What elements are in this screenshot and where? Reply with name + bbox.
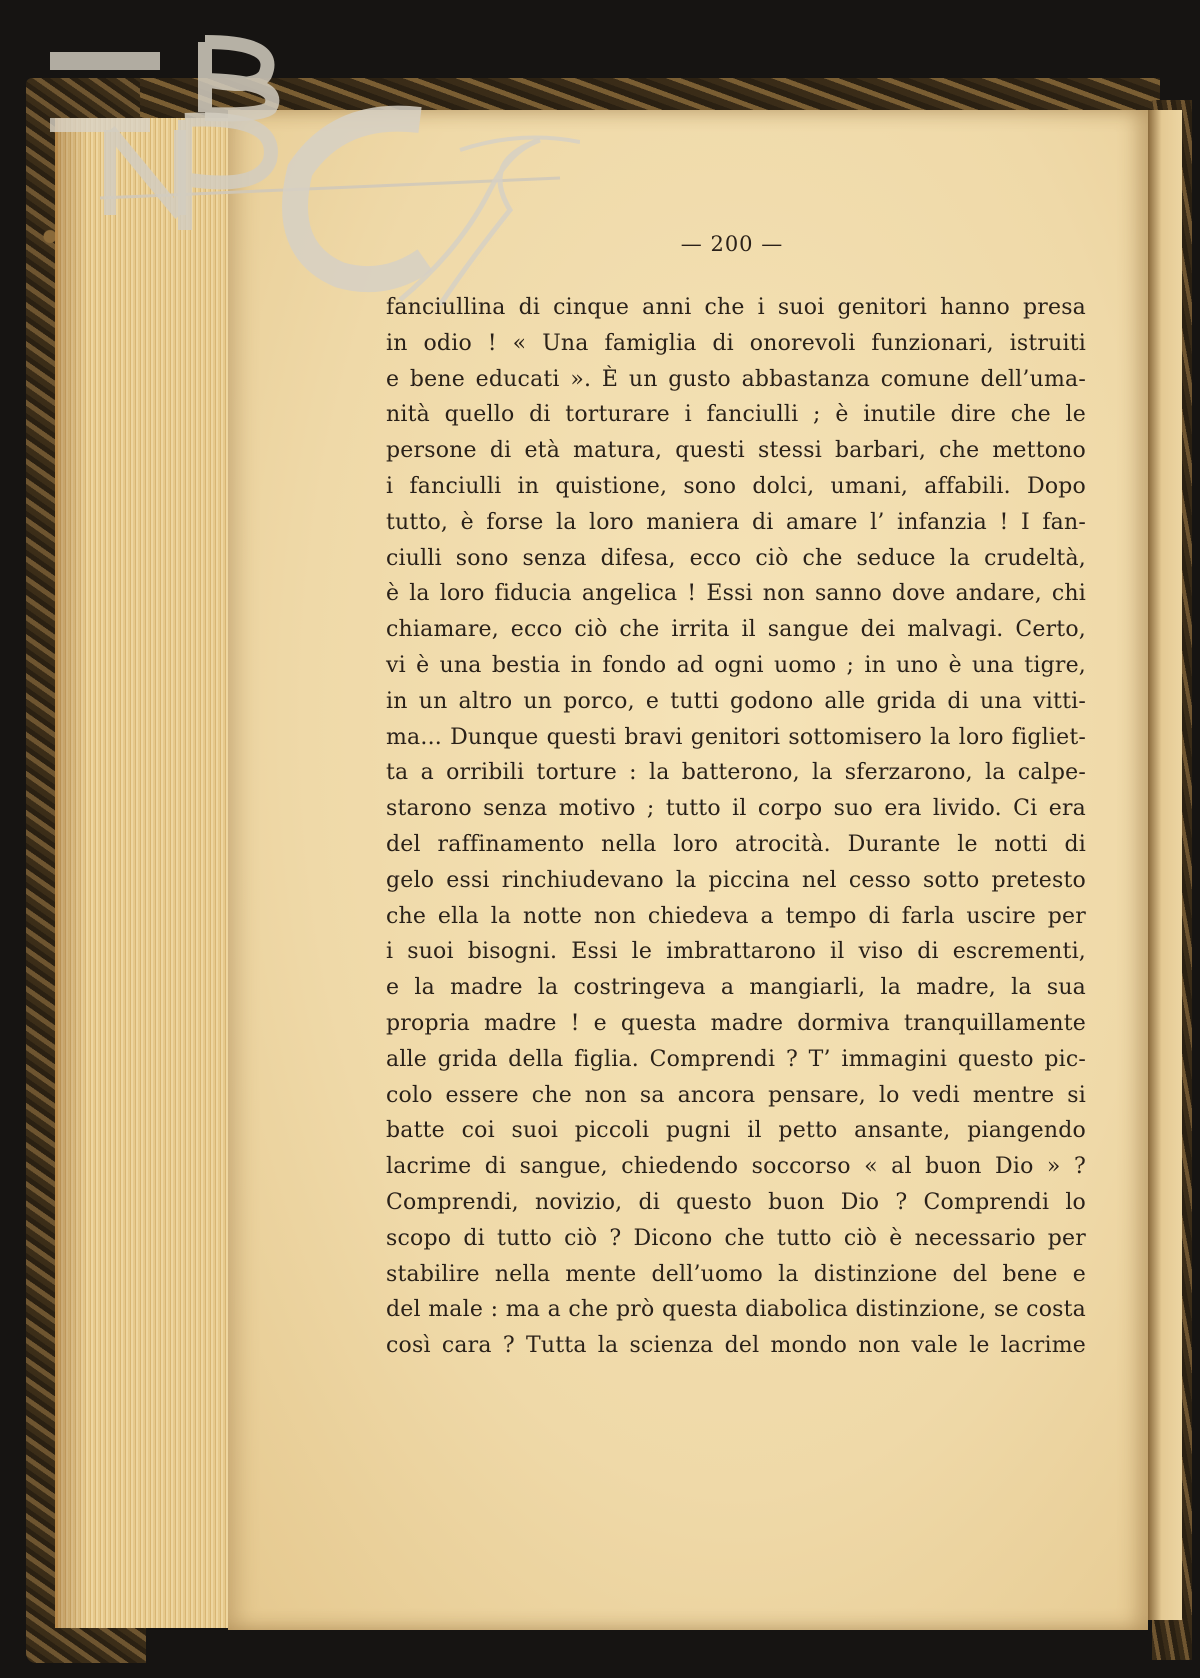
text-line: e bene educati ». È un gusto abbastanza comune dell’uma- xyxy=(386,366,1086,392)
text-line: batte coi suoi piccoli pugni il petto ansante, piangendo xyxy=(386,1118,1086,1144)
text-line: starono senza motivo ; tutto il corpo suo era livido. Ci era xyxy=(386,796,1086,822)
text-line: ma... Dunque questi bravi genitori sottomisero la loro figliet- xyxy=(386,724,1086,750)
text-line: così cara ? Tutta la scienza del mondo non vale le lacrime xyxy=(386,1333,1086,1359)
text-line: stabilire nella mente dell’uomo la distinzione del bene e xyxy=(386,1261,1086,1287)
text-line: alle grida della figlia. Comprendi ? T’ immagini questo pic- xyxy=(386,1046,1086,1072)
text-line: e la madre la costringeva a mangiarli, la madre, la sua xyxy=(386,975,1086,1001)
text-line: ta a orribili torture : la batterono, la sferzarono, la calpe- xyxy=(386,760,1086,786)
text-line: del male : ma a che prò questa diabolica distinzione, se costa xyxy=(386,1297,1086,1323)
page-block-edge xyxy=(55,118,248,1628)
text-line: persone di età matura, questi stessi barbari, che mettono xyxy=(386,438,1086,464)
text-line: ciulli sono senza difesa, ecco ciò che seduce la crudeltà, xyxy=(386,545,1086,571)
body-text xyxy=(386,290,1086,1364)
text-line: gelo essi rinchiudevano la piccina nel cesso sotto pretesto xyxy=(386,867,1086,893)
text-line: fanciullina di cinque anni che i suoi genitori hanno presa xyxy=(386,295,1086,320)
text-line: nità quello di torturare i fanciulli ; è inutile dire che le xyxy=(386,402,1086,428)
page-number: — 200 — xyxy=(680,232,784,256)
text-line: del raffinamento nella loro atrocità. Durante le notti di xyxy=(386,831,1086,857)
text-line: colo essere che non sa ancora pensare, lo vedi mentre si xyxy=(386,1082,1086,1108)
text-line: scopo di tutto ciò ? Dicono che tutto ciò è necessario per xyxy=(386,1225,1086,1251)
text-line: chiamare, ecco ciò che irrita il sangue dei malvagi. Certo, xyxy=(386,617,1086,643)
text-line: tutto, è forse la loro maniera di amare l’ infanzia ! I fan- xyxy=(386,509,1086,535)
text-line: vi è una bestia in fondo ad ogni uomo ; in uno è una tigre, xyxy=(386,652,1086,678)
text-line: i suoi bisogni. Essi le imbrattarono il viso di escrementi, xyxy=(386,939,1086,965)
text-line: è la loro fiducia angelica ! Essi non sanno dove andare, chi xyxy=(386,581,1086,607)
text-line: che ella la notte non chiedeva a tempo di farla uscire per xyxy=(386,903,1086,929)
text-line: in un altro un porco, e tutti godono alle grida di una vitti- xyxy=(386,688,1086,714)
text-line: propria madre ! e questa madre dormiva tranquillamente xyxy=(386,1010,1086,1036)
text-line: in odio ! « Una famiglia di onorevoli funzionari, istruiti xyxy=(386,330,1086,356)
text-line: i fanciulli in quistione, sono dolci, umani, affabili. Dopo xyxy=(386,473,1086,499)
adjacent-page-edge xyxy=(1148,110,1182,1620)
text-line: lacrime di sangue, chiedendo soccorso « al buon Dio » ? xyxy=(386,1154,1086,1180)
text-line: Comprendi, novizio, di questo buon Dio ? Comprendi lo xyxy=(386,1189,1086,1215)
